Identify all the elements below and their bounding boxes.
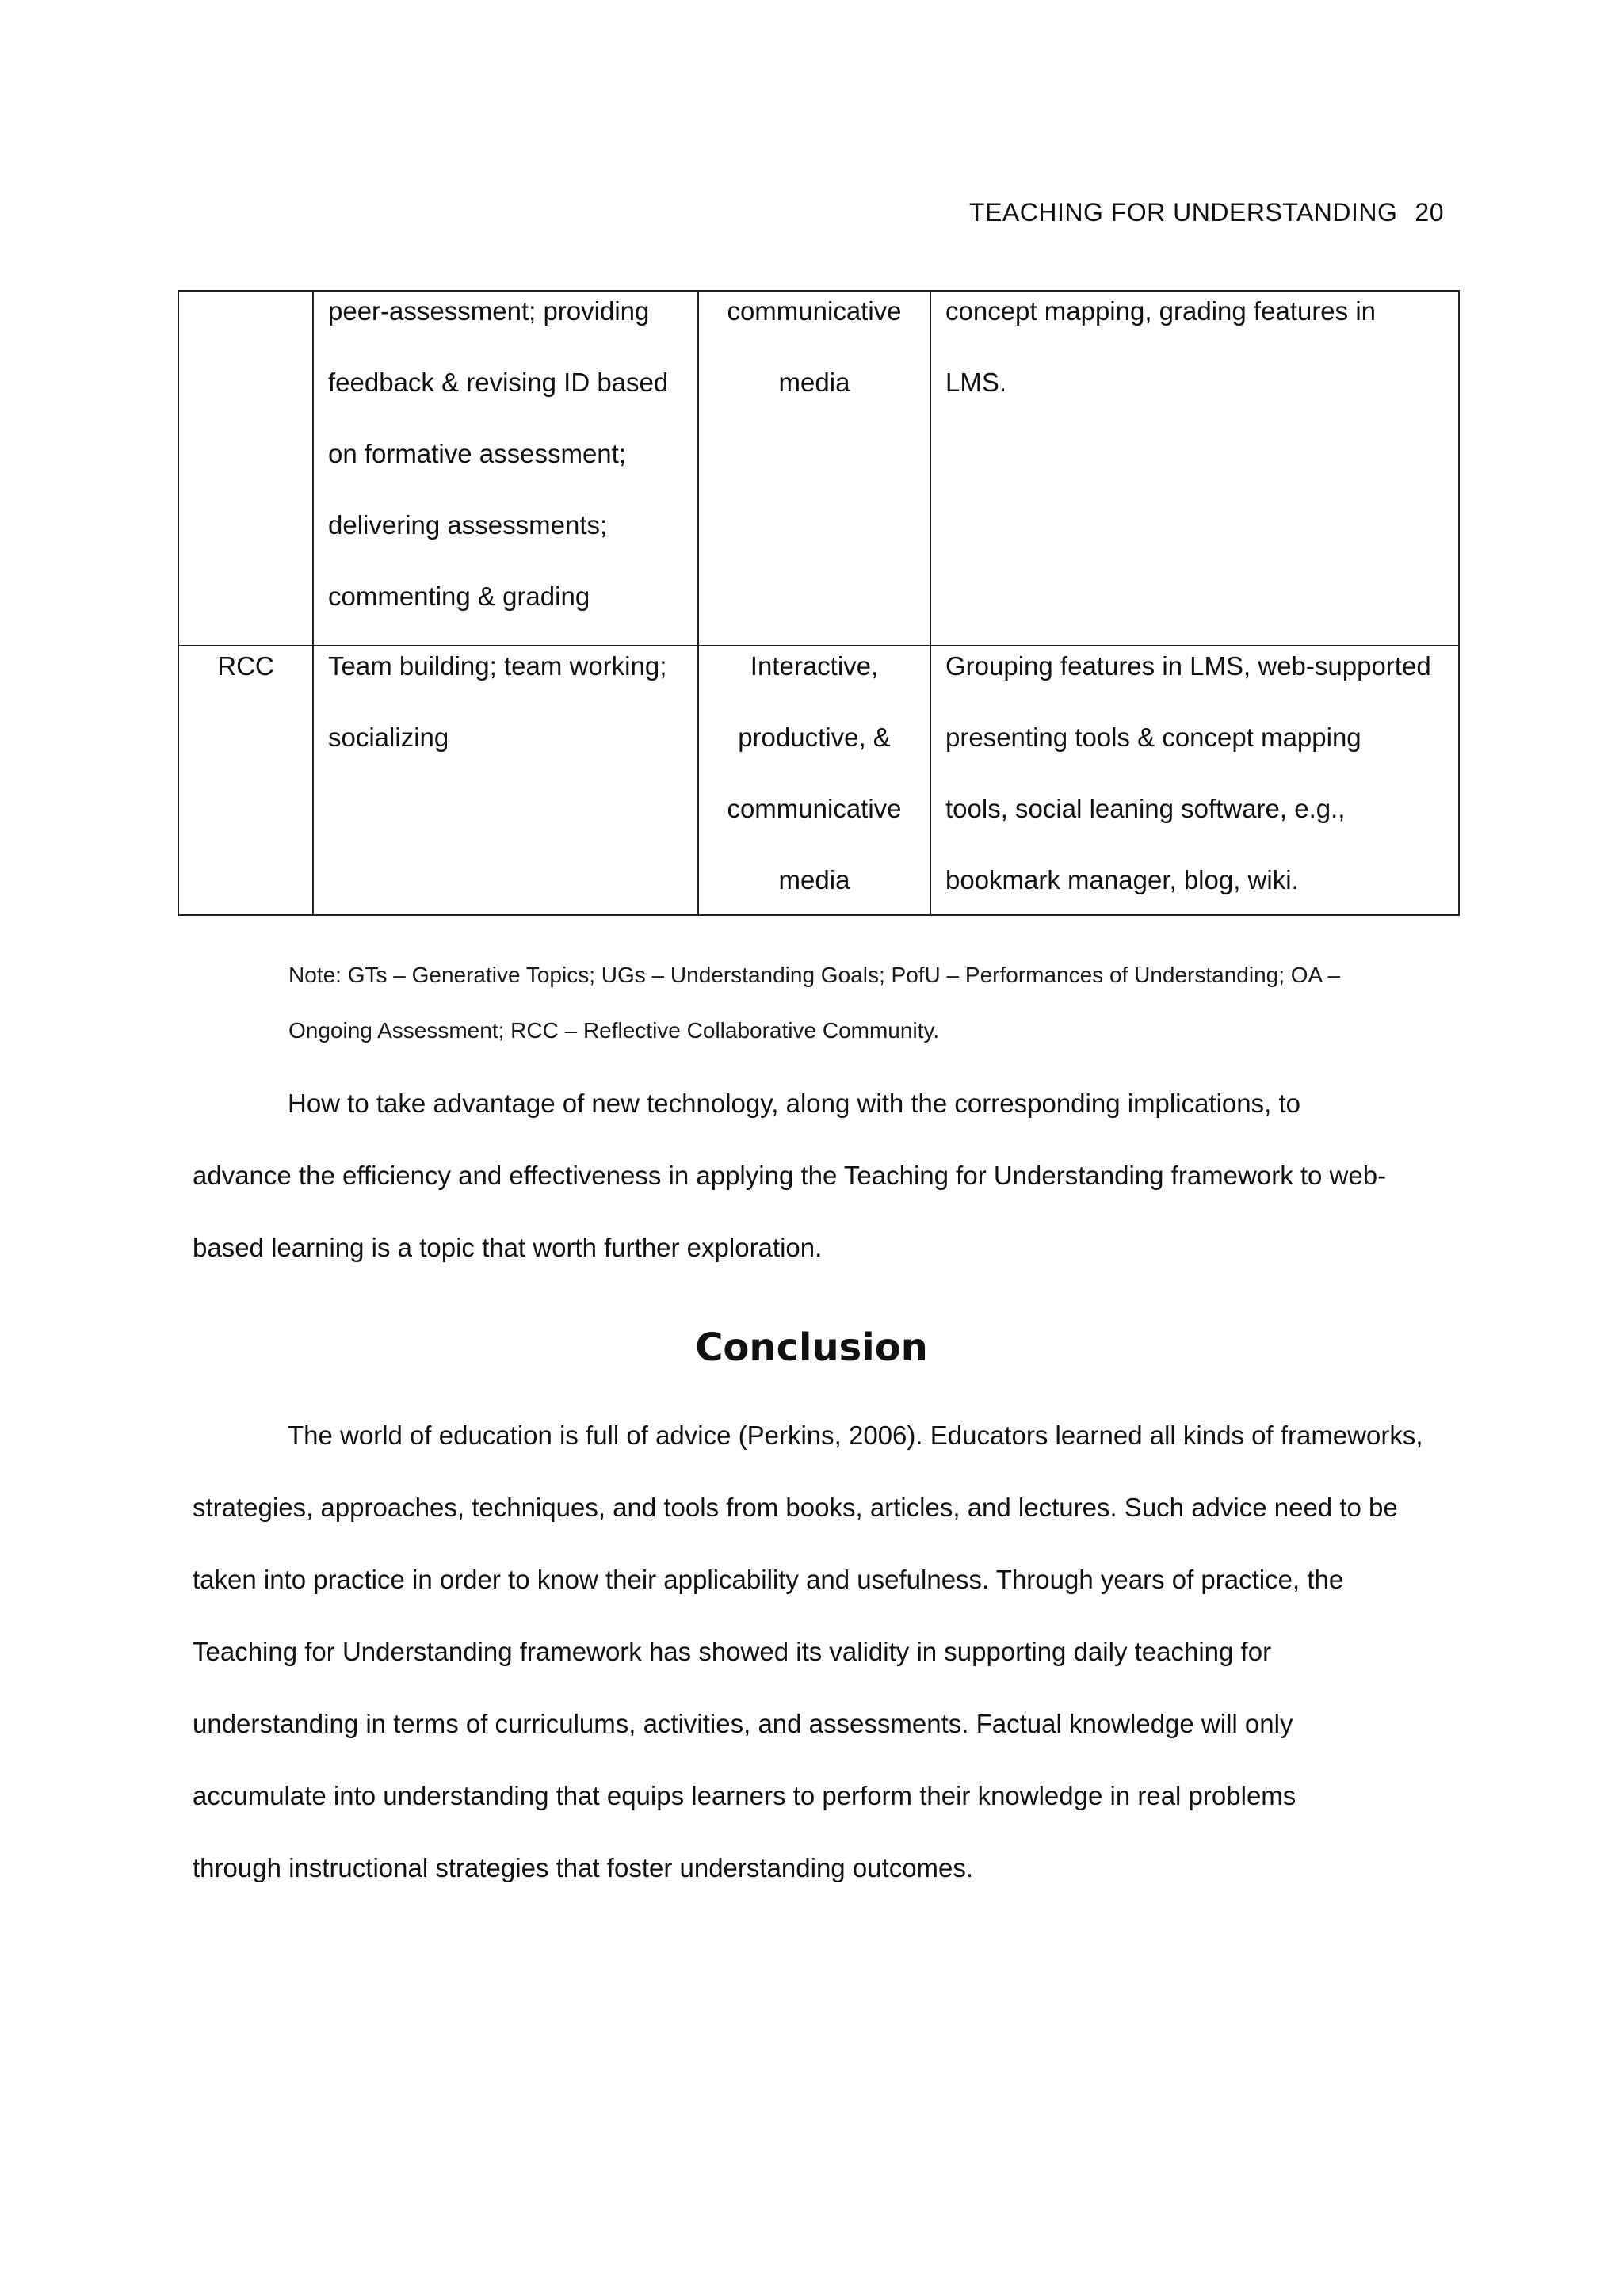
conclusion-paragraph	[193, 1399, 1492, 1904]
body-paragraph	[193, 1067, 1492, 1283]
table-cell-media	[698, 646, 930, 915]
note-line: Note: GTs – Generative Topics; UGs – Understanding Goals; PofU – Performances of Understanding; OA –	[288, 963, 1341, 987]
paragraph-line: Teaching for Understanding framework has showed its validity in supporting daily teaching for	[193, 1637, 1272, 1666]
cell-line: feedback & revising ID based	[328, 368, 669, 397]
cell-line: communicative	[727, 296, 902, 326]
cell-line: on formative assessment;	[328, 439, 626, 468]
table-cell-tools	[930, 646, 1459, 915]
table-cell-activities	[313, 291, 698, 646]
paragraph-line: through instructional strategies that foster understanding outcomes.	[193, 1853, 974, 1882]
cell-line: concept mapping, grading features in	[945, 296, 1377, 326]
cell-line: peer-assessment; providing	[328, 296, 650, 326]
cell-line: presenting tools & concept mapping	[945, 723, 1361, 752]
table-note	[288, 948, 1477, 1058]
cell-line: bookmark manager, blog, wiki.	[945, 865, 1299, 894]
cell-line: socializing	[328, 723, 449, 752]
paragraph-line: understanding in terms of curriculums, activities, and assessments. Factual knowledge will only	[193, 1709, 1293, 1738]
cell-line: media	[778, 368, 850, 397]
cell-line: Grouping features in LMS, web-supported	[945, 651, 1431, 681]
paragraph-line: advance the efficiency and effectiveness in applying the Teaching for Understanding framework to web-	[193, 1161, 1387, 1190]
table-row	[178, 291, 1459, 646]
section-heading: Conclusion	[695, 1325, 928, 1370]
paragraph-line: How to take advantage of new technology, along with the corresponding implications, to	[288, 1089, 1300, 1118]
paragraph-line: strategies, approaches, techniques, and tools from books, articles, and lectures. Such advice need to be	[193, 1493, 1398, 1522]
table-cell-stage	[178, 291, 313, 646]
cell-line: productive, &	[738, 723, 891, 752]
strategy-table	[178, 290, 1460, 916]
table-row	[178, 646, 1459, 915]
table-cell-activities	[313, 646, 698, 915]
cell-line: communicative	[727, 794, 902, 823]
table-cell-media	[698, 291, 930, 646]
note-line: Ongoing Assessment; RCC – Reflective Collaborative Community.	[288, 1018, 940, 1043]
running-head	[969, 195, 1444, 230]
cell-line: tools, social leaning software, e.g.,	[945, 794, 1346, 823]
paragraph-line: accumulate into understanding that equips learners to perform their knowledge in real problems	[193, 1781, 1296, 1810]
table-cell-tools	[930, 291, 1459, 646]
page-number: 20	[1415, 198, 1444, 227]
running-head-title: TEACHING FOR UNDERSTANDING	[968, 198, 1398, 227]
paragraph-line: based learning is a topic that worth further exploration.	[193, 1233, 823, 1262]
cell-line: delivering assessments;	[328, 510, 608, 540]
cell-line: Team building; team working;	[328, 651, 667, 681]
cell-line: commenting & grading	[328, 582, 590, 611]
cell-line: media	[778, 865, 850, 894]
table-cell-stage	[178, 646, 313, 915]
paragraph-line: taken into practice in order to know their applicability and usefulness. Through years of practice, the	[193, 1565, 1344, 1594]
cell-line: RCC	[217, 651, 274, 681]
paragraph-line: The world of education is full of advice (Perkins, 2006). Educators learned all kinds of frameworks,	[288, 1421, 1423, 1450]
cell-line: Interactive,	[750, 651, 879, 681]
cell-line: LMS.	[945, 368, 1007, 397]
